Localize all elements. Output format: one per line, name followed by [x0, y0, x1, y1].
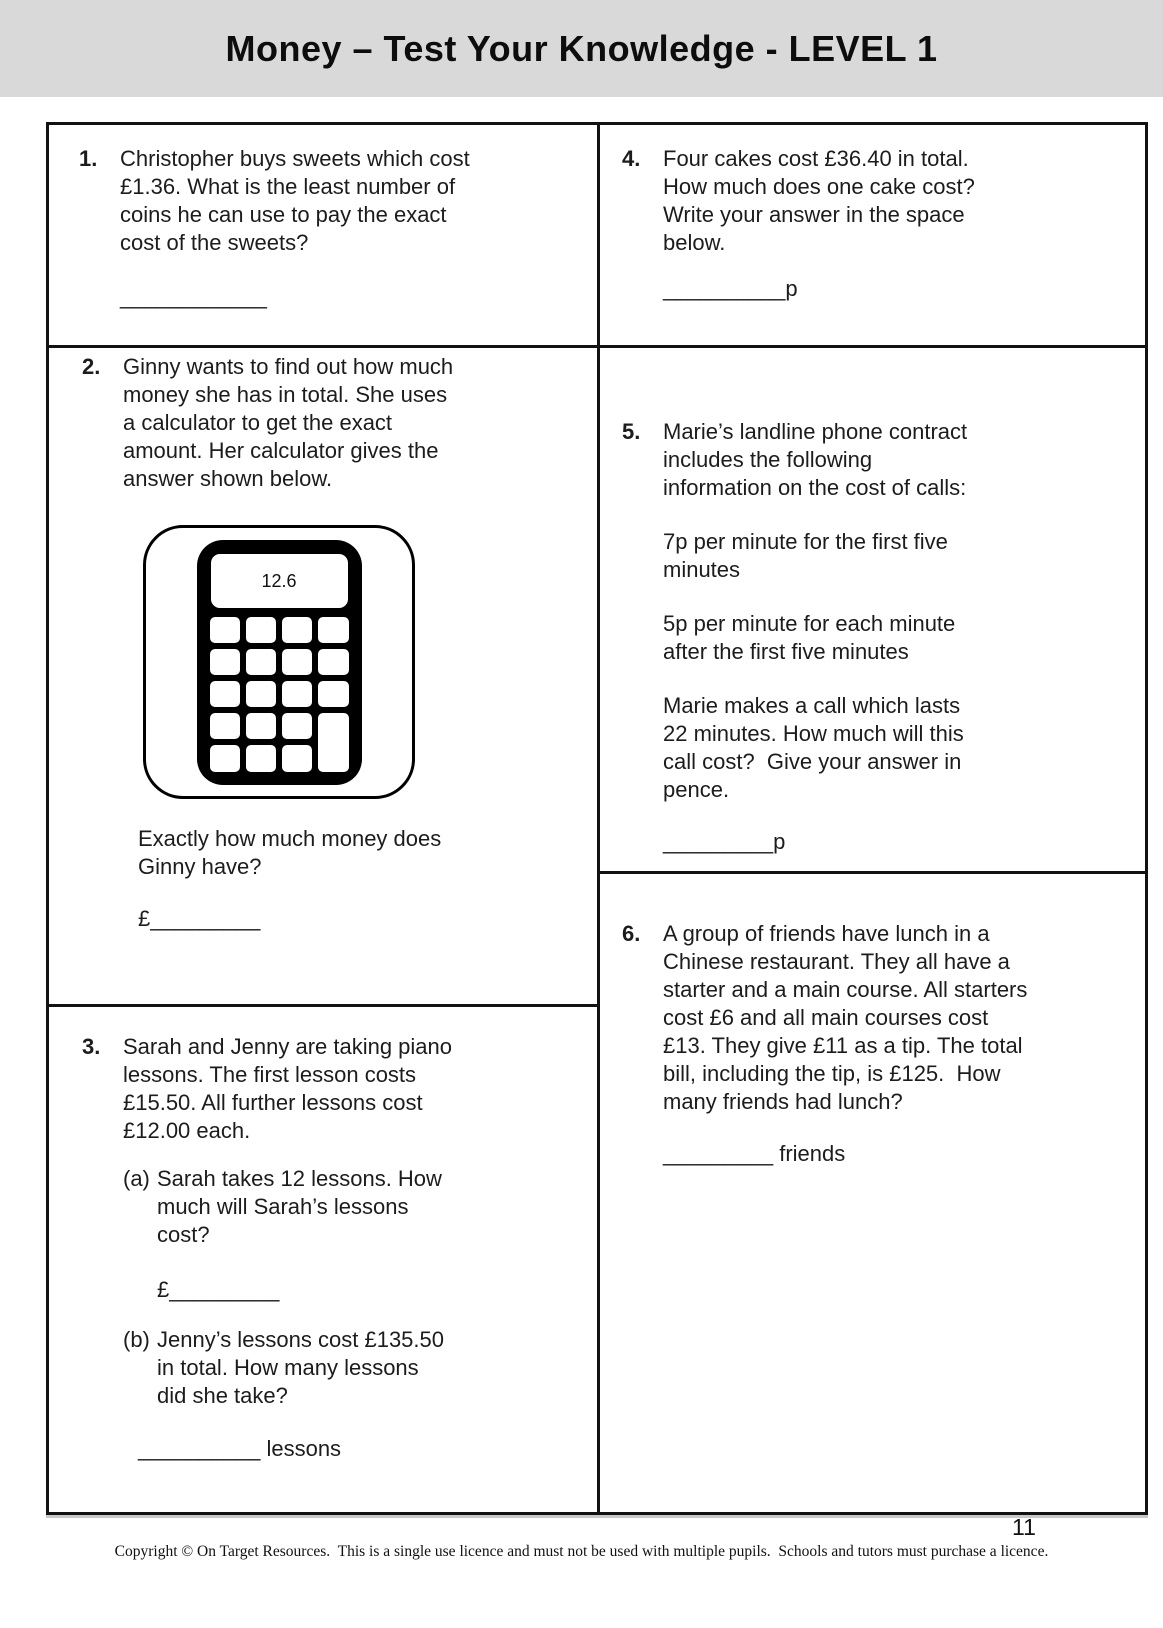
question-6 — [622, 920, 1033, 1168]
part-b-answer-line: __________ lessons — [138, 1436, 342, 1461]
page-title: Money – Test Your Knowledge - LEVEL 1 — [225, 27, 938, 69]
question-3-part-b — [123, 1326, 453, 1410]
calculator-key — [246, 617, 276, 643]
calculator-key — [210, 617, 240, 643]
question-5 — [622, 418, 981, 856]
left-column-row-divider — [49, 1004, 600, 1007]
calculator-key — [246, 713, 276, 739]
question-4-text: Four cakes cost £36.40 in total. How much does one cake cost? Write your answer in the space below. — [663, 146, 975, 255]
question-5-text: Marie’s landline phone contract includes the following information on the cost of calls: — [663, 419, 968, 500]
question-6-text: A group of friends have lunch in a Chinese restaurant. They all have a starter and a main course. All starters cost £6 and all main courses cost £13. They give £11 as a tip. The total bill, including the tip, is £125. How many friends had lunch? — [663, 921, 1028, 1114]
right-column-row-divider — [597, 871, 1145, 874]
part-a-label: (a) — [123, 1166, 150, 1191]
calculator-key — [282, 713, 312, 739]
question-5-number: 5. — [622, 419, 641, 444]
question-5-rate-2: 5p per minute for each minute after the first five minutes — [663, 611, 956, 664]
calculator-key — [210, 745, 240, 771]
header-band — [0, 0, 1163, 97]
calculator-key — [282, 745, 312, 771]
question-5-question: Marie makes a call which lasts 22 minutes. How much will this call cost? Give your answer in pence. — [663, 693, 964, 802]
question-4-number: 4. — [622, 146, 641, 171]
question-5-answer-line: _________p — [663, 829, 786, 854]
question-3-part-a — [123, 1165, 453, 1249]
question-3 — [82, 1033, 453, 1463]
question-3-number: 3. — [82, 1034, 101, 1059]
calculator-key — [210, 681, 240, 707]
question-1-text: Christopher buys sweets which cost £1.36. What is the least number of coins he can use to pay the exact cost of the sweets? — [120, 146, 470, 255]
question-6-number: 6. — [622, 921, 641, 946]
calculator-key — [318, 649, 348, 675]
calculator-key — [246, 681, 276, 707]
question-1-number: 1. — [79, 146, 98, 171]
calculator-key-tall — [318, 713, 348, 771]
part-b-label: (b) — [123, 1327, 150, 1352]
calculator-keypad — [210, 617, 349, 772]
question-6-answer-line: _________ friends — [663, 1141, 846, 1166]
calculator-key — [210, 713, 240, 739]
calculator-body — [197, 540, 362, 785]
part-a-answer-line: £_________ — [157, 1277, 280, 1302]
page-number: 11 — [1012, 1514, 1036, 1540]
question-2-prompt: Exactly how much money does Ginny have? — [138, 826, 442, 879]
question-4 — [622, 145, 978, 303]
part-a-text: Sarah takes 12 lessons. How much will Sarah’s lessons cost? — [157, 1166, 442, 1247]
calculator-key — [318, 617, 348, 643]
calculator-display: 12.6 — [211, 554, 348, 608]
calculator-key — [318, 681, 348, 707]
question-5-rate-1: 7p per minute for the first five minutes — [663, 529, 948, 582]
calculator-key — [282, 681, 312, 707]
question-2-number: 2. — [82, 354, 101, 379]
question-2-text: Ginny wants to find out how much money she has in total. She uses a calculator to get the exact amount. Her calculator gives the answer shown below. — [123, 354, 454, 491]
calculator-key — [282, 649, 312, 675]
row-divider-top — [49, 345, 1145, 348]
question-1 — [79, 145, 470, 311]
calculator-key — [246, 649, 276, 675]
calculator-key — [282, 617, 312, 643]
question-1-answer-line: ____________ — [120, 284, 267, 309]
copyright-notice: Copyright © On Target Resources. This is a single use licence and must not be used with multiple pupils. Schools and tutors must purchase a licence. — [114, 1543, 1049, 1560]
question-2-answer-line: £_________ — [138, 906, 261, 931]
part-b-text: Jenny’s lessons cost £135.50 in total. How many lessons did she take? — [157, 1327, 444, 1408]
question-4-answer-line: __________p — [663, 276, 798, 301]
question-2 — [82, 353, 463, 933]
calculator-key — [210, 649, 240, 675]
worksheet-grid — [46, 122, 1148, 1515]
column-divider — [597, 125, 600, 1512]
calculator-illustration — [143, 525, 415, 799]
calculator-key — [246, 745, 276, 771]
question-3-intro: Sarah and Jenny are taking piano lessons. The first lesson costs £15.50. All further lessons cost £12.00 each. — [123, 1034, 453, 1143]
